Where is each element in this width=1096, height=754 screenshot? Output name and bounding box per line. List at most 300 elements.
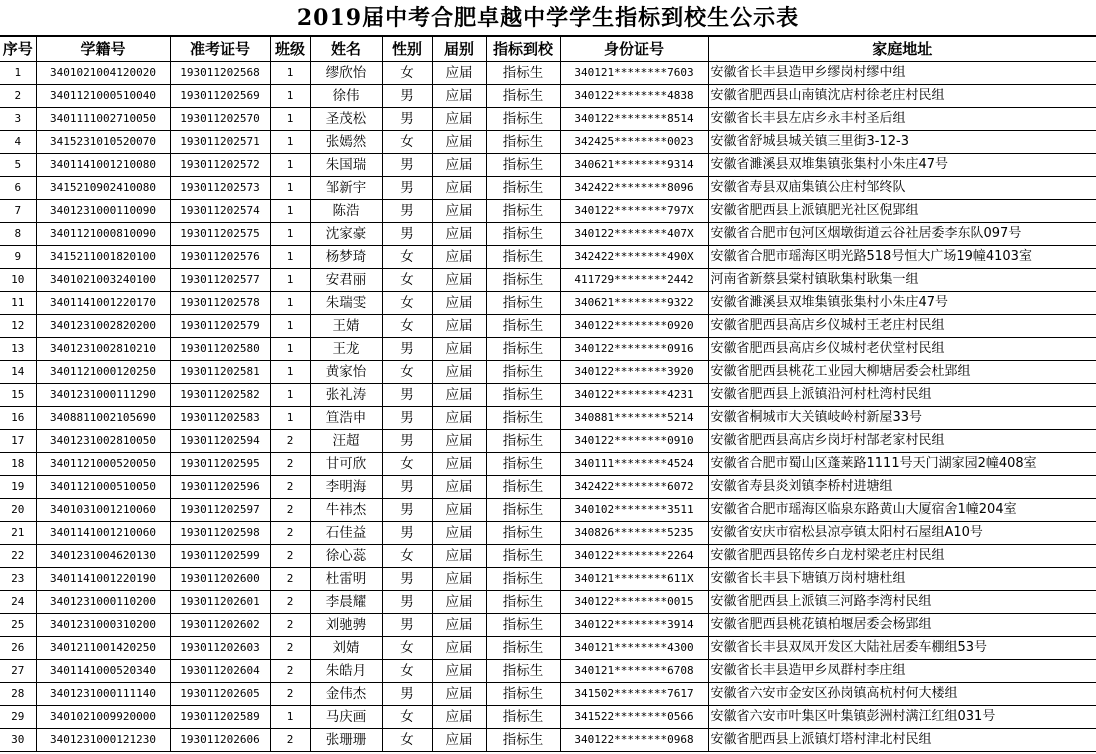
cell-col-index: 25 [0, 614, 36, 637]
table-row [0, 706, 1096, 729]
cell-col-name: 缪欣怡 [310, 62, 382, 85]
cell-col-exam-id: 193011202579 [170, 315, 270, 338]
cell-col-address: 安徽省肥西县桃花镇柏堰居委会杨郢组 [708, 614, 1096, 637]
cell-col-address: 安徽省肥西县桃花工业园大柳塘居委会杜郢组 [708, 361, 1096, 384]
cell-col-class: 1 [270, 246, 310, 269]
cell-col-student-id: 3401141001210060 [36, 522, 170, 545]
cell-col-exam-id: 193011202574 [170, 200, 270, 223]
table-row [0, 108, 1096, 131]
table-row [0, 338, 1096, 361]
cell-col-student-id: 3401121000520050 [36, 453, 170, 476]
cell-col-quota: 指标生 [486, 361, 560, 384]
cell-col-cohort: 应届 [432, 430, 486, 453]
table-row [0, 384, 1096, 407]
cell-col-student-id: 3401021003240100 [36, 269, 170, 292]
cell-col-name: 朱瑞雯 [310, 292, 382, 315]
cell-col-index: 8 [0, 223, 36, 246]
cell-col-id-number: 341502********7617 [560, 683, 708, 706]
cell-col-address: 安徽省桐城市大关镇岐岭村新屋33号 [708, 407, 1096, 430]
cell-col-name: 李明海 [310, 476, 382, 499]
cell-col-student-id: 3401231000110200 [36, 591, 170, 614]
table-row [0, 361, 1096, 384]
cell-col-exam-id: 193011202577 [170, 269, 270, 292]
cell-col-id-number: 340122********2264 [560, 545, 708, 568]
cell-col-cohort: 应届 [432, 499, 486, 522]
cell-col-address: 安徽省合肥市瑶海区明光路518号恒大广场19幢4103室 [708, 246, 1096, 269]
table-row [0, 177, 1096, 200]
cell-col-name: 汪超 [310, 430, 382, 453]
cell-col-name: 黄家怡 [310, 361, 382, 384]
header-col-address: 家庭地址 [708, 37, 1096, 62]
cell-col-name: 甘可欣 [310, 453, 382, 476]
cell-col-address: 安徽省肥西县山南镇沈店村徐老庄村民组 [708, 85, 1096, 108]
cell-col-exam-id: 193011202575 [170, 223, 270, 246]
cell-col-gender: 男 [382, 476, 432, 499]
cell-col-index: 26 [0, 637, 36, 660]
table-row [0, 568, 1096, 591]
cell-col-quota: 指标生 [486, 292, 560, 315]
cell-col-student-id: 3401031001210060 [36, 499, 170, 522]
table-row [0, 62, 1096, 85]
cell-col-quota: 指标生 [486, 269, 560, 292]
cell-col-name: 笪浩申 [310, 407, 382, 430]
cell-col-id-number: 340122********0015 [560, 591, 708, 614]
cell-col-cohort: 应届 [432, 637, 486, 660]
cell-col-cohort: 应届 [432, 154, 486, 177]
table-row [0, 430, 1096, 453]
cell-col-exam-id: 193011202582 [170, 384, 270, 407]
table-body [0, 62, 1096, 752]
cell-col-exam-id: 193011202594 [170, 430, 270, 453]
cell-col-cohort: 应届 [432, 177, 486, 200]
cell-col-cohort: 应届 [432, 476, 486, 499]
cell-col-quota: 指标生 [486, 706, 560, 729]
cell-col-gender: 男 [382, 177, 432, 200]
table-row [0, 522, 1096, 545]
cell-col-cohort: 应届 [432, 706, 486, 729]
cell-col-index: 12 [0, 315, 36, 338]
cell-col-student-id: 3415211001820100 [36, 246, 170, 269]
header-col-quota: 指标到校 [486, 37, 560, 62]
cell-col-index: 14 [0, 361, 36, 384]
cell-col-cohort: 应届 [432, 660, 486, 683]
cell-col-name: 王龙 [310, 338, 382, 361]
cell-col-name: 李晨耀 [310, 591, 382, 614]
cell-col-student-id: 3401021009920000 [36, 706, 170, 729]
table-row [0, 154, 1096, 177]
table-row [0, 223, 1096, 246]
cell-col-class: 1 [270, 269, 310, 292]
cell-col-quota: 指标生 [486, 637, 560, 660]
cell-col-id-number: 340121********6708 [560, 660, 708, 683]
cell-col-id-number: 411729********2442 [560, 269, 708, 292]
cell-col-class: 2 [270, 614, 310, 637]
table-row [0, 660, 1096, 683]
cell-col-gender: 女 [382, 62, 432, 85]
cell-col-name: 刘婧 [310, 637, 382, 660]
cell-col-cohort: 应届 [432, 591, 486, 614]
cell-col-class: 2 [270, 430, 310, 453]
cell-col-id-number: 340122********0920 [560, 315, 708, 338]
cell-col-name: 杨梦琦 [310, 246, 382, 269]
cell-col-class: 1 [270, 85, 310, 108]
cell-col-gender: 女 [382, 292, 432, 315]
cell-col-gender: 男 [382, 499, 432, 522]
cell-col-exam-id: 193011202569 [170, 85, 270, 108]
cell-col-gender: 女 [382, 706, 432, 729]
cell-col-exam-id: 193011202581 [170, 361, 270, 384]
student-table [0, 36, 1096, 752]
cell-col-student-id: 3401141001220190 [36, 568, 170, 591]
cell-col-exam-id: 193011202570 [170, 108, 270, 131]
table-row [0, 85, 1096, 108]
cell-col-id-number: 340102********3511 [560, 499, 708, 522]
cell-col-class: 1 [270, 131, 310, 154]
cell-col-exam-id: 193011202605 [170, 683, 270, 706]
sheet-title: 2019届中考合肥卓越中学学生指标到校生公示表 [0, 0, 1096, 36]
cell-col-address: 安徽省合肥市蜀山区蓬莱路1111号天门湖家园2幢408室 [708, 453, 1096, 476]
cell-col-class: 2 [270, 729, 310, 752]
cell-col-student-id: 3401211001420250 [36, 637, 170, 660]
cell-col-index: 28 [0, 683, 36, 706]
header-row [0, 37, 1096, 62]
cell-col-exam-id: 193011202572 [170, 154, 270, 177]
cell-col-class: 2 [270, 683, 310, 706]
cell-col-class: 1 [270, 62, 310, 85]
cell-col-gender: 男 [382, 568, 432, 591]
cell-col-gender: 男 [382, 430, 432, 453]
cell-col-quota: 指标生 [486, 545, 560, 568]
cell-col-index: 24 [0, 591, 36, 614]
cell-col-student-id: 3401141001210080 [36, 154, 170, 177]
header-col-exam-id: 准考证号 [170, 37, 270, 62]
cell-col-cohort: 应届 [432, 361, 486, 384]
cell-col-quota: 指标生 [486, 683, 560, 706]
cell-col-id-number: 340881********5214 [560, 407, 708, 430]
cell-col-exam-id: 193011202603 [170, 637, 270, 660]
cell-col-class: 1 [270, 177, 310, 200]
cell-col-gender: 女 [382, 637, 432, 660]
cell-col-address: 安徽省肥西县高店乡仪城村王老庄村民组 [708, 315, 1096, 338]
header-col-class: 班级 [270, 37, 310, 62]
cell-col-quota: 指标生 [486, 85, 560, 108]
cell-col-exam-id: 193011202597 [170, 499, 270, 522]
table-row [0, 292, 1096, 315]
cell-col-index: 21 [0, 522, 36, 545]
cell-col-gender: 女 [382, 660, 432, 683]
cell-col-class: 2 [270, 591, 310, 614]
cell-col-address: 安徽省寿县双庙集镇公庄村邹终队 [708, 177, 1096, 200]
cell-col-id-number: 342422********8096 [560, 177, 708, 200]
cell-col-address: 安徽省安庆市宿松县凉亭镇太阳村石屋组A10号 [708, 522, 1096, 545]
cell-col-index: 13 [0, 338, 36, 361]
cell-col-address: 安徽省六安市金安区孙岗镇高杭村何大楼组 [708, 683, 1096, 706]
cell-col-class: 1 [270, 407, 310, 430]
cell-col-quota: 指标生 [486, 476, 560, 499]
cell-col-class: 1 [270, 338, 310, 361]
cell-col-cohort: 应届 [432, 108, 486, 131]
cell-col-index: 2 [0, 85, 36, 108]
cell-col-address: 安徽省长丰县下塘镇万岗村塘杜组 [708, 568, 1096, 591]
cell-col-student-id: 3408811002105690 [36, 407, 170, 430]
cell-col-cohort: 应届 [432, 683, 486, 706]
cell-col-cohort: 应届 [432, 223, 486, 246]
cell-col-cohort: 应届 [432, 292, 486, 315]
cell-col-gender: 男 [382, 108, 432, 131]
cell-col-address: 安徽省长丰县左店乡永丰村圣后组 [708, 108, 1096, 131]
table-row [0, 683, 1096, 706]
cell-col-id-number: 340121********611X [560, 568, 708, 591]
cell-col-address: 河南省新蔡县棠村镇耿集村耿集一组 [708, 269, 1096, 292]
cell-col-student-id: 3401231000110090 [36, 200, 170, 223]
cell-col-quota: 指标生 [486, 315, 560, 338]
cell-col-name: 陈浩 [310, 200, 382, 223]
cell-col-index: 4 [0, 131, 36, 154]
cell-col-index: 15 [0, 384, 36, 407]
cell-col-address: 安徽省肥西县铭传乡白龙村梁老庄村民组 [708, 545, 1096, 568]
cell-col-id-number: 340826********5235 [560, 522, 708, 545]
cell-col-gender: 女 [382, 361, 432, 384]
cell-col-id-number: 340122********4838 [560, 85, 708, 108]
cell-col-quota: 指标生 [486, 430, 560, 453]
cell-col-quota: 指标生 [486, 499, 560, 522]
cell-col-id-number: 340122********407X [560, 223, 708, 246]
cell-col-address: 安徽省肥西县上派镇三河路李湾村民组 [708, 591, 1096, 614]
cell-col-name: 牛祎杰 [310, 499, 382, 522]
cell-col-class: 2 [270, 522, 310, 545]
cell-col-quota: 指标生 [486, 131, 560, 154]
cell-col-cohort: 应届 [432, 200, 486, 223]
header-col-index: 序号 [0, 37, 36, 62]
cell-col-quota: 指标生 [486, 453, 560, 476]
cell-col-quota: 指标生 [486, 246, 560, 269]
cell-col-gender: 女 [382, 131, 432, 154]
cell-col-student-id: 3401231002810050 [36, 430, 170, 453]
cell-col-student-id: 3401231000111290 [36, 384, 170, 407]
cell-col-name: 马庆画 [310, 706, 382, 729]
cell-col-quota: 指标生 [486, 338, 560, 361]
cell-col-student-id: 3401231002820200 [36, 315, 170, 338]
cell-col-cohort: 应届 [432, 384, 486, 407]
cell-col-exam-id: 193011202568 [170, 62, 270, 85]
cell-col-index: 1 [0, 62, 36, 85]
cell-col-class: 2 [270, 476, 310, 499]
header-col-cohort: 届别 [432, 37, 486, 62]
cell-col-quota: 指标生 [486, 407, 560, 430]
cell-col-student-id: 3401121000120250 [36, 361, 170, 384]
header-col-id-number: 身份证号 [560, 37, 708, 62]
cell-col-student-id: 3401141001220170 [36, 292, 170, 315]
cell-col-student-id: 3401231004620130 [36, 545, 170, 568]
cell-col-id-number: 340121********7603 [560, 62, 708, 85]
cell-col-cohort: 应届 [432, 729, 486, 752]
cell-col-class: 1 [270, 384, 310, 407]
cell-col-gender: 男 [382, 223, 432, 246]
cell-col-name: 朱皓月 [310, 660, 382, 683]
cell-col-gender: 女 [382, 246, 432, 269]
cell-col-class: 1 [270, 292, 310, 315]
cell-col-student-id: 3401141000520340 [36, 660, 170, 683]
cell-col-address: 安徽省长丰县双凤开发区大陆社居委车棚组53号 [708, 637, 1096, 660]
cell-col-address: 安徽省肥西县上派镇肥光社区倪郢组 [708, 200, 1096, 223]
table-row [0, 407, 1096, 430]
cell-col-id-number: 340621********9314 [560, 154, 708, 177]
cell-col-index: 10 [0, 269, 36, 292]
cell-col-class: 2 [270, 637, 310, 660]
table-row [0, 200, 1096, 223]
cell-col-index: 29 [0, 706, 36, 729]
cell-col-cohort: 应届 [432, 568, 486, 591]
header-col-gender: 性别 [382, 37, 432, 62]
table-row [0, 591, 1096, 614]
cell-col-quota: 指标生 [486, 729, 560, 752]
cell-col-id-number: 340621********9322 [560, 292, 708, 315]
cell-col-address: 安徽省寿县炎刘镇李桥村进塘组 [708, 476, 1096, 499]
cell-col-name: 刘驰骋 [310, 614, 382, 637]
cell-col-index: 5 [0, 154, 36, 177]
cell-col-index: 27 [0, 660, 36, 683]
header-col-student-id: 学籍号 [36, 37, 170, 62]
cell-col-address: 安徽省肥西县上派镇灯塔村津北村民组 [708, 729, 1096, 752]
cell-col-name: 朱国瑞 [310, 154, 382, 177]
cell-col-student-id: 3401121000510050 [36, 476, 170, 499]
cell-col-index: 22 [0, 545, 36, 568]
cell-col-index: 17 [0, 430, 36, 453]
cell-col-exam-id: 193011202598 [170, 522, 270, 545]
cell-col-exam-id: 193011202604 [170, 660, 270, 683]
cell-col-quota: 指标生 [486, 223, 560, 246]
cell-col-id-number: 340122********0968 [560, 729, 708, 752]
cell-col-exam-id: 193011202606 [170, 729, 270, 752]
cell-col-index: 7 [0, 200, 36, 223]
cell-col-index: 19 [0, 476, 36, 499]
cell-col-class: 1 [270, 706, 310, 729]
cell-col-student-id: 3401111002710050 [36, 108, 170, 131]
cell-col-student-id: 3401021004120020 [36, 62, 170, 85]
cell-col-id-number: 340121********4300 [560, 637, 708, 660]
cell-col-id-number: 340111********4524 [560, 453, 708, 476]
cell-col-name: 圣茂松 [310, 108, 382, 131]
cell-col-cohort: 应届 [432, 545, 486, 568]
cell-col-quota: 指标生 [486, 522, 560, 545]
cell-col-address: 安徽省濉溪县双堆集镇张集村小朱庄47号 [708, 292, 1096, 315]
cell-col-id-number: 342422********490X [560, 246, 708, 269]
cell-col-index: 3 [0, 108, 36, 131]
cell-col-cohort: 应届 [432, 85, 486, 108]
cell-col-gender: 男 [382, 200, 432, 223]
header-col-name: 姓名 [310, 37, 382, 62]
cell-col-student-id: 3401121000810090 [36, 223, 170, 246]
cell-col-cohort: 应届 [432, 614, 486, 637]
table-row [0, 637, 1096, 660]
cell-col-name: 沈家豪 [310, 223, 382, 246]
cell-col-quota: 指标生 [486, 62, 560, 85]
cell-col-index: 9 [0, 246, 36, 269]
table-row [0, 614, 1096, 637]
cell-col-name: 杜雷明 [310, 568, 382, 591]
cell-col-class: 1 [270, 315, 310, 338]
cell-col-student-id: 3401231000111140 [36, 683, 170, 706]
cell-col-gender: 女 [382, 545, 432, 568]
cell-col-address: 安徽省长丰县造甲乡凤群村李庄组 [708, 660, 1096, 683]
cell-col-name: 徐心蕊 [310, 545, 382, 568]
cell-col-gender: 男 [382, 591, 432, 614]
cell-col-gender: 男 [382, 384, 432, 407]
table-row [0, 476, 1096, 499]
cell-col-student-id: 3415210902410080 [36, 177, 170, 200]
cell-col-id-number: 341522********0566 [560, 706, 708, 729]
cell-col-gender: 男 [382, 338, 432, 361]
cell-col-id-number: 340122********4231 [560, 384, 708, 407]
cell-col-index: 23 [0, 568, 36, 591]
cell-col-exam-id: 193011202573 [170, 177, 270, 200]
cell-col-quota: 指标生 [486, 177, 560, 200]
cell-col-cohort: 应届 [432, 315, 486, 338]
cell-col-id-number: 340122********797X [560, 200, 708, 223]
cell-col-name: 金伟杰 [310, 683, 382, 706]
cell-col-student-id: 3401231000121230 [36, 729, 170, 752]
cell-col-quota: 指标生 [486, 568, 560, 591]
cell-col-address: 安徽省合肥市瑶海区临泉东路黄山大厦宿舍1幢204室 [708, 499, 1096, 522]
cell-col-cohort: 应届 [432, 407, 486, 430]
cell-col-exam-id: 193011202600 [170, 568, 270, 591]
cell-col-cohort: 应届 [432, 246, 486, 269]
cell-col-gender: 男 [382, 407, 432, 430]
table-row [0, 729, 1096, 752]
cell-col-index: 11 [0, 292, 36, 315]
cell-col-quota: 指标生 [486, 660, 560, 683]
cell-col-exam-id: 193011202601 [170, 591, 270, 614]
cell-col-address: 安徽省舒城县城关镇三里街3-12-3 [708, 131, 1096, 154]
cell-col-cohort: 应届 [432, 453, 486, 476]
cell-col-exam-id: 193011202578 [170, 292, 270, 315]
cell-col-gender: 女 [382, 729, 432, 752]
cell-col-quota: 指标生 [486, 200, 560, 223]
cell-col-quota: 指标生 [486, 384, 560, 407]
table-row [0, 453, 1096, 476]
cell-col-quota: 指标生 [486, 108, 560, 131]
cell-col-gender: 男 [382, 614, 432, 637]
cell-col-class: 2 [270, 499, 310, 522]
table-row [0, 131, 1096, 154]
cell-col-exam-id: 193011202583 [170, 407, 270, 430]
cell-col-exam-id: 193011202596 [170, 476, 270, 499]
cell-col-exam-id: 193011202602 [170, 614, 270, 637]
cell-col-gender: 女 [382, 453, 432, 476]
cell-col-exam-id: 193011202576 [170, 246, 270, 269]
cell-col-student-id: 3401231000310200 [36, 614, 170, 637]
cell-col-quota: 指标生 [486, 154, 560, 177]
cell-col-quota: 指标生 [486, 591, 560, 614]
cell-col-class: 1 [270, 361, 310, 384]
cell-col-quota: 指标生 [486, 614, 560, 637]
cell-col-name: 张嫣然 [310, 131, 382, 154]
cell-col-id-number: 340122********3914 [560, 614, 708, 637]
cell-col-gender: 男 [382, 522, 432, 545]
cell-col-cohort: 应届 [432, 338, 486, 361]
cell-col-cohort: 应届 [432, 522, 486, 545]
cell-col-index: 6 [0, 177, 36, 200]
cell-col-exam-id: 193011202580 [170, 338, 270, 361]
cell-col-id-number: 342422********6072 [560, 476, 708, 499]
cell-col-address: 安徽省肥西县高店乡岗圩村郜老家村民组 [708, 430, 1096, 453]
cell-col-class: 2 [270, 568, 310, 591]
cell-col-class: 2 [270, 545, 310, 568]
cell-col-address: 安徽省长丰县造甲乡缪岗村缪中组 [708, 62, 1096, 85]
cell-col-class: 1 [270, 108, 310, 131]
cell-col-name: 王婧 [310, 315, 382, 338]
cell-col-id-number: 340122********3920 [560, 361, 708, 384]
